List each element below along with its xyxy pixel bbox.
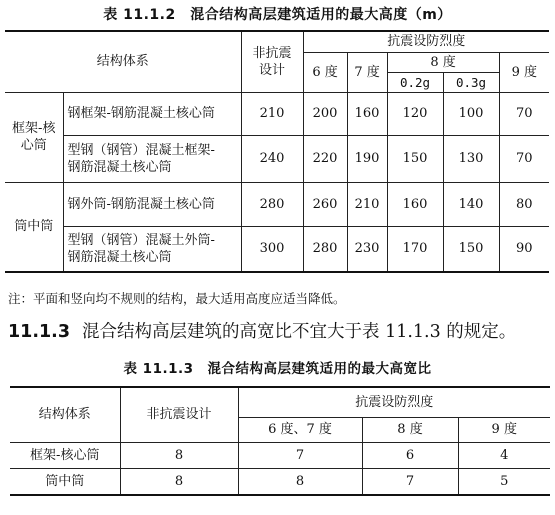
clause-number: 11.1.3 — [8, 322, 71, 342]
table-row — [5, 226, 549, 272]
cell-value: 8 — [238, 468, 362, 495]
cell-value: 90 — [499, 226, 549, 272]
header-degree-8-0-3g: 0.3g — [443, 72, 499, 92]
max-height-table — [5, 30, 549, 273]
header-structure-system: 结构体系 — [10, 387, 120, 442]
cell-value: 210 — [347, 182, 387, 226]
table-note: 注：平面和竖向均不规则的结构，最大适用高度应适当降低。 — [8, 291, 346, 306]
cell-value: 220 — [303, 135, 347, 182]
header-degree-7: 7 度 — [347, 52, 387, 92]
header-non-seismic-design: 非抗震设计 — [120, 387, 238, 442]
table-11-1-3-caption: 表 11.1.3 混合结构高层建筑适用的最大高宽比 — [123, 361, 432, 377]
row-type: 框架-核心筒 — [10, 442, 120, 468]
header-degree-8: 8 度 — [387, 52, 499, 72]
cell-value: 190 — [347, 135, 387, 182]
group-tube-in-tube: 筒中筒 — [5, 182, 63, 272]
table-11-1-2-caption: 表 11.1.2 混合结构高层建筑适用的最大高度（m） — [103, 7, 452, 23]
cell-value: 6 — [362, 442, 458, 468]
cell-value: 120 — [387, 92, 443, 135]
header-degree-6-7: 6 度、7 度 — [238, 417, 362, 442]
cell-value: 7 — [238, 442, 362, 468]
table-row — [5, 135, 549, 182]
row-type: 钢框架-钢筋混凝土核心筒 — [63, 92, 241, 135]
clause-11-1-3 — [8, 318, 516, 343]
table-row — [10, 468, 550, 495]
cell-value: 7 — [362, 468, 458, 495]
header-degree-6: 6 度 — [303, 52, 347, 92]
cell-value: 240 — [241, 135, 303, 182]
cell-value: 70 — [499, 92, 549, 135]
row-type: 型钢（钢管）混凝土外筒- 钢筋混凝土核心筒 — [63, 226, 241, 272]
cell-value: 80 — [499, 182, 549, 226]
header-degree-8: 8 度 — [362, 417, 458, 442]
cell-value: 70 — [499, 135, 549, 182]
cell-value: 150 — [443, 226, 499, 272]
cell-value: 160 — [387, 182, 443, 226]
max-aspect-ratio-table — [10, 386, 550, 496]
row-type: 筒中筒 — [10, 468, 120, 495]
cell-value: 140 — [443, 182, 499, 226]
group-frame-core-tube: 框架-核 心筒 — [5, 92, 63, 182]
cell-value: 150 — [387, 135, 443, 182]
cell-value: 100 — [443, 92, 499, 135]
header-seismic-intensity: 抗震设防烈度 — [238, 387, 550, 417]
cell-value: 5 — [458, 468, 550, 495]
cell-value: 130 — [443, 135, 499, 182]
cell-value: 280 — [303, 226, 347, 272]
row-type: 钢外筒-钢筋混凝土核心筒 — [63, 182, 241, 226]
header-degree-8-0-2g: 0.2g — [387, 72, 443, 92]
cell-value: 8 — [120, 442, 238, 468]
header-seismic-intensity: 抗震设防烈度 — [303, 31, 549, 52]
cell-value: 160 — [347, 92, 387, 135]
table-row — [10, 442, 550, 468]
cell-value: 8 — [120, 468, 238, 495]
table-row — [5, 182, 549, 226]
cell-value: 210 — [241, 92, 303, 135]
table-row — [5, 92, 549, 135]
cell-value: 200 — [303, 92, 347, 135]
cell-value: 260 — [303, 182, 347, 226]
cell-value: 230 — [347, 226, 387, 272]
header-degree-9: 9 度 — [499, 52, 549, 92]
row-type: 型钢（钢管）混凝土框架- 钢筋混凝土核心筒 — [63, 135, 241, 182]
cell-value: 170 — [387, 226, 443, 272]
cell-value: 280 — [241, 182, 303, 226]
header-degree-9: 9 度 — [458, 417, 550, 442]
cell-value: 4 — [458, 442, 550, 468]
header-structure-system: 结构体系 — [5, 31, 241, 92]
header-non-seismic-design: 非抗震 设计 — [241, 31, 303, 92]
cell-value: 300 — [241, 226, 303, 272]
clause-text: 混合结构高层建筑的高宽比不宜大于表 11.1.3 的规定。 — [82, 322, 517, 342]
